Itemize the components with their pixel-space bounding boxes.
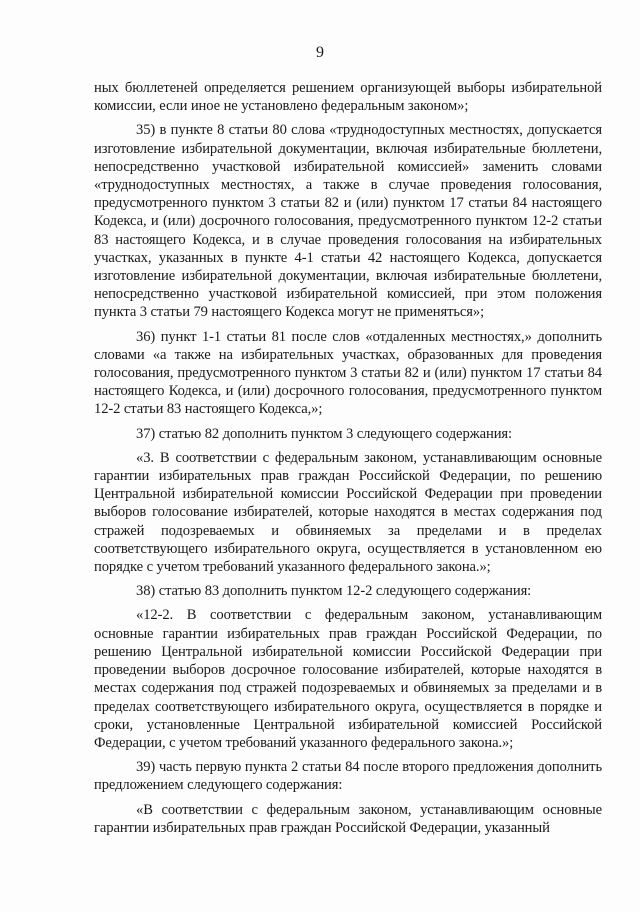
paragraph-quote-point-12-2: «12-2. В соответствии с федеральным законом, устанавливающим основные гарантии избирательных прав граждан Российской Федерации, по решению Центральной избирательной комиссии Российской Федерации при проведении выборов досрочное голосование избирателей, которые находятся в местах содержания под стражей подозреваемых и обвиняемых за пределами и в пределах соответствующего избирательного округа, осуществляется в порядке и сроки, установленные Центральной избирательной комиссией Российской Федерации, с учетом требований указанного федерального закона.»; [94,607,602,751]
paragraph-item-36: 36) пункт 1-1 статьи 81 после слов «отдаленных местностях,» дополнить словами «а также на избирательных участках, образованных для проведения голосования, предусмотренного пунктом 3 статьи 82 и (или) пунктом 17 статьи 84 настоящего Кодекса, и (или) досрочного голосования, предусмотренного пунктом 12-2 статьи 83 настоящего Кодекса,»; [94,328,602,418]
paragraph-quote-point-3: «3. В соответствии с федеральным законом, устанавливающим основные гарантии избирательных прав граждан Российской Федерации, по решению Центральной избирательной комиссии Российской Федерации при проведении выборов голосование избирателей, которые находятся в местах содержания под стражей подозреваемых и обвиняемых за пределами и в пределах соответствующего избирательного округа, осуществляется в установленном ею порядке с учетом требований указанного федерального закона.»; [94,449,602,576]
paragraph-continuation: ных бюллетеней определяется решением организующей выборы избирательной комиссии, если иное не установлено федеральным законом»; [94,80,602,115]
paragraph-item-35: 35) в пункте 8 статьи 80 слова «труднодоступных местностях, допускается изготовление избирательной документации, включая избирательные бюллетени, непосредственно участковой избирательной комиссией» заменить словами «труднодоступных местностях, а также в случае проведения голосования, предусмотренного пунктом 3 статьи 82 и (или) пунктом 17 статьи 84 настоящего Кодекса, и (или) досрочного голосования, предусмотренного пунктом 12-2 статьи 83 настоящего Кодекса, и в случае проведения голосования на избирательных участках, указанных в пункте 4-1 статьи 42 настоящего Кодекса, допускается изготовление избирательной документации, включая избирательные бюллетени, непосредственно участковой избирательной комиссией, при этом положения пункта 3 статьи 79 настоящего Кодекса могут не применяться»; [94,122,602,321]
paragraph-quote-continued: «В соответствии с федеральным законом, устанавливающим основные гарантии избирательных прав граждан Российской Федерации, указанный [94,801,602,836]
paragraph-item-38: 38) статью 83 дополнить пунктом 12-2 следующего содержания: [136,583,532,600]
paragraph-item-39: 39) часть первую пункта 2 статьи 84 после второго предложения дополнить предложением следующего содержания: [94,759,602,794]
paragraph-item-37: 37) статью 82 дополнить пунктом 3 следующего содержания: [136,425,512,442]
document-body [94,79,602,837]
page-number: 9 [316,44,324,61]
